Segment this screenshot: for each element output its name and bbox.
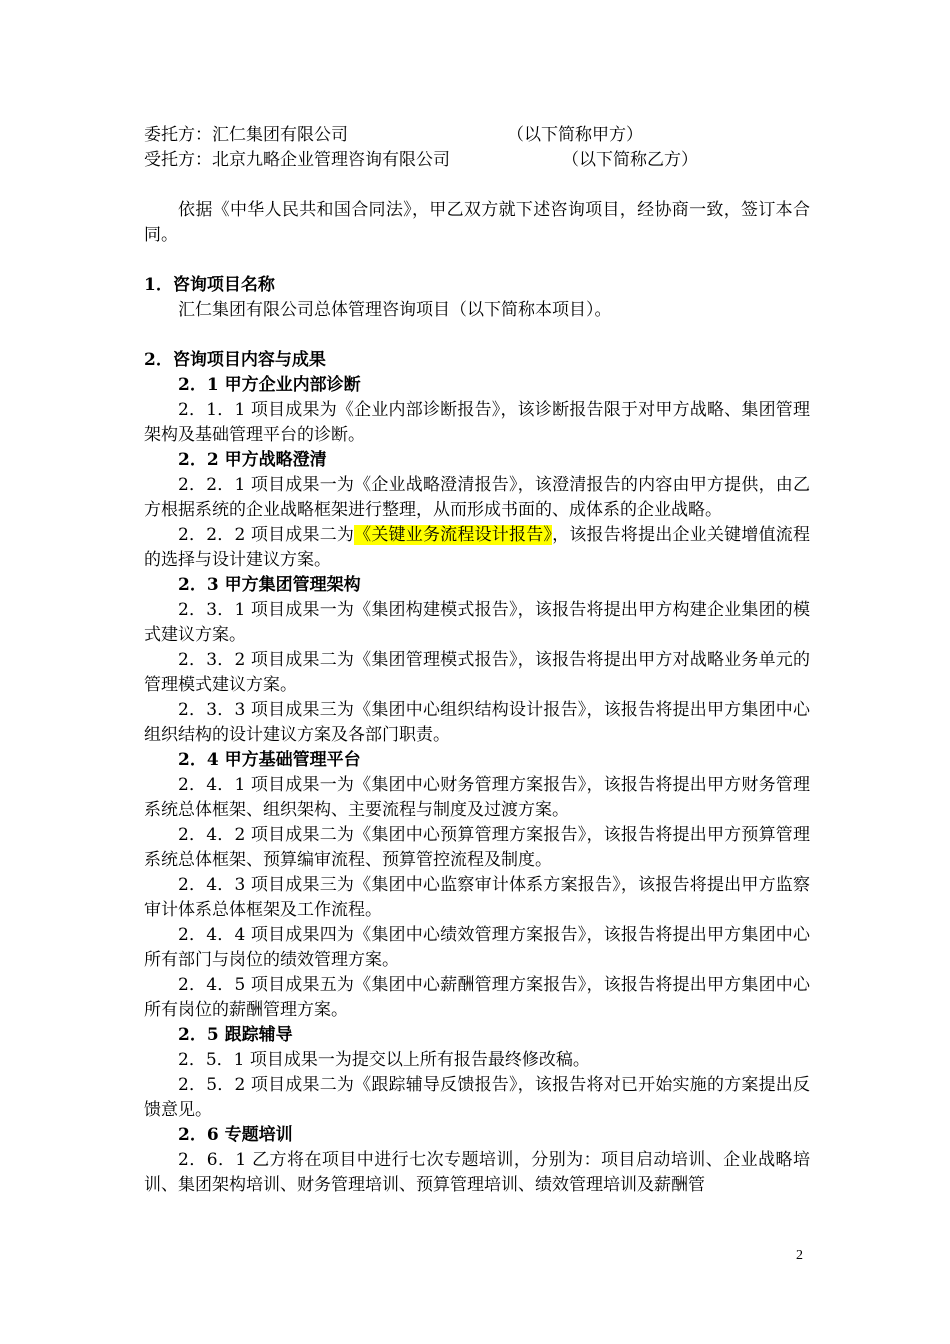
highlighted-report-title: 《关键业务流程设计报告》	[354, 525, 553, 545]
consultant-note: （以下简称乙方）	[562, 150, 698, 170]
paragraph-2-2-1: 2．2．1 项目成果一为《企业战略澄清报告》，该澄清报告的内容由甲方提供，由乙方根据系统的企业战略框架进行整理，从而形成书面的、成体系的企业战略。	[144, 475, 810, 520]
section-2-5-heading: 2．5 跟踪辅导	[178, 1025, 293, 1045]
paragraph-2-4-5: 2．4．5 项目成果五为《集团中心薪酬管理方案报告》，该报告将提出甲方集团中心所有岗位的薪酬管理方案。	[144, 975, 810, 1020]
section-2-heading: 2．咨询项目内容与成果	[144, 350, 326, 370]
paragraph-2-2-2	[144, 523, 810, 573]
spacer	[144, 323, 810, 348]
paragraph-2-4-4: 2．4．4 项目成果四为《集团中心绩效管理方案报告》，该报告将提出甲方集团中心所有部门与岗位的绩效管理方案。	[144, 925, 810, 970]
paragraph-2-4-1: 2．4．1 项目成果一为《集团中心财务管理方案报告》，该报告将提出甲方财务管理系统总体框架、组织架构、主要流程与制度及过渡方案。	[144, 775, 810, 820]
paragraph-2-4-2: 2．4．2 项目成果二为《集团中心预算管理方案报告》，该报告将提出甲方预算管理系统总体框架、预算编审流程、预算管控流程及制度。	[144, 825, 810, 870]
paragraph-2-1-1: 2．1．1 项目成果为《企业内部诊断报告》，该诊断报告限于对甲方战略、集团管理架构及基础管理平台的诊断。	[144, 400, 810, 445]
section-2-6-heading: 2．6 专题培训	[178, 1125, 293, 1145]
page-number: 2	[796, 1248, 803, 1263]
intro-paragraph: 依据《中华人民共和国合同法》，甲乙双方就下述咨询项目，经协商一致，签订本合同。	[144, 200, 810, 245]
section-2-4-heading: 2．4 甲方基础管理平台	[178, 750, 361, 770]
paragraph-2-6-1: 2．6．1 乙方将在项目中进行七次专题培训，分别为：项目启动培训、企业战略培训、集团架构培训、财务管理培训、预算管理培训、绩效管理培训及薪酬管	[144, 1150, 810, 1195]
paragraph-2-3-1: 2．3．1 项目成果一为《集团构建模式报告》，该报告将提出甲方构建企业集团的模式建议方案。	[144, 600, 810, 645]
spacer	[144, 173, 810, 198]
paragraph-2-5-2: 2．5．2 项目成果二为《跟踪辅导反馈报告》，该报告将对已开始实施的方案提出反馈意见。	[144, 1075, 810, 1120]
section-2-1-heading: 2．1 甲方企业内部诊断	[178, 375, 361, 395]
section-1-text: 汇仁集团有限公司总体管理咨询项目（以下简称本项目）。	[178, 300, 612, 320]
client-note: （以下简称甲方）	[507, 125, 643, 145]
section-1-heading: 1．咨询项目名称	[144, 275, 275, 295]
paragraph-2-5-1: 2．5．1 项目成果一为提交以上所有报告最终修改稿。	[178, 1050, 590, 1070]
consultant-label: 受托方：北京九略企业管理咨询有限公司	[144, 150, 450, 170]
client-line	[144, 123, 810, 148]
client-label: 委托方：汇仁集团有限公司	[144, 125, 348, 145]
spacer	[144, 248, 810, 273]
paragraph-2-4-3: 2．4．3 项目成果三为《集团中心监察审计体系方案报告》，该报告将提出甲方监察审计体系总体框架及工作流程。	[144, 875, 810, 920]
section-2-3-heading: 2．3 甲方集团管理架构	[178, 575, 361, 595]
document-body	[144, 123, 810, 1198]
paragraph-2-3-2: 2．3．2 项目成果二为《集团管理模式报告》，该报告将提出甲方对战略业务单元的管理模式建议方案。	[144, 650, 810, 695]
consultant-line	[144, 148, 810, 173]
paragraph-2-2-2-after: ，该报告将提出企业关键增值流程的选择与设计建议方案。	[144, 525, 810, 570]
section-2-2-heading: 2．2 甲方战略澄清	[178, 450, 327, 470]
paragraph-2-2-2-before: 2．2．2 项目成果二为	[178, 525, 355, 545]
paragraph-2-3-3: 2．3．3 项目成果三为《集团中心组织结构设计报告》，该报告将提出甲方集团中心组织结构的设计建议方案及各部门职责。	[144, 700, 810, 745]
